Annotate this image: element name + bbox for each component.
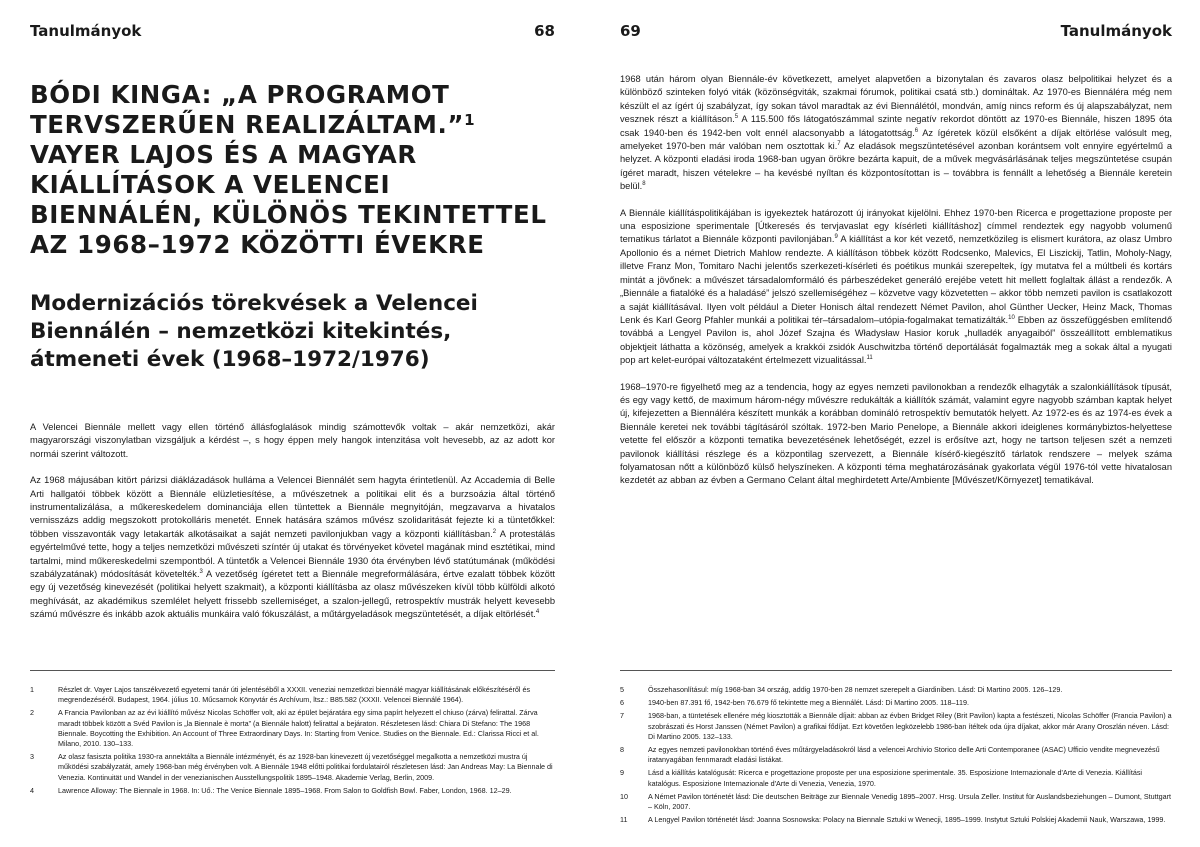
footnote-ref[interactable]: 7 [837, 140, 841, 147]
paragraph [620, 73, 1172, 194]
section-subtitle: Modernizációs törekvések a Velencei Biennálén – nemzetközi kitekintés, átmeneti évek (1968–1972/1976) [30, 291, 478, 372]
page-number: 69 [620, 22, 641, 40]
footnote-ref[interactable]: 3 [199, 568, 203, 575]
paragraph: 1968–1970-re figyelhető meg az a tendencia, hogy az egyes nemzeti pavilonokban a rendezők elhagyták a szalonkiállítások típusát, és egy vagy kettő, de maximum három-négy művészre redukálták a kiállítók számát, valamint egyre nagyobb számban kaptak helyet új, kifejezetten a Biennáléra készített munkák a korábban domináló retrospektív bemutatók helyett. Az 1972-es és az 1974-es évek a Biennále keretei nek további tágításáról szóltak. 1972-ben Mario Penelope, a Biennále akkori ideiglenes kormánybiztos-helyettese vetette fel először a központi tematika bevezetésének lehetőségét, ezzel is erősítve azt, hogy ne tartson teljesen szét a nemzeti pavilonok kiállítási részlege és a központilag szervezett, a Biennále kísérő-kiegészítő tárlatok rendszere – melyek száma folyamatosan nőtt a különböző külső helyszíneken. A központi téma meghatározásának gyakorlata végül 1976-tól vette hivatalosan kezdetét az abban az évben a Germano Celant által meghirdetett Arte/Ambiente [Művészet/Környezet] tematikával. [620, 381, 1172, 486]
footnote-ref[interactable]: 8 [642, 181, 646, 188]
footnote-text: 1940-ben 87.391 fő, 1942-ben 76.679 fő tekintette meg a Biennálét. Lásd: Di Martino 2005. 118–119. [648, 698, 970, 708]
footnote-number: 4 [30, 785, 34, 795]
text-run: A 115.500 fős látogatószámmal szinte negatív rekordot döntött az 1970-es Biennále, hiszen 1895 óta csak 1940-ben és 1942-ben volt ennél alacsonyabb a látogatottság. [620, 114, 1172, 138]
footnote-number: 2 [30, 708, 34, 718]
text-run: A Biennále kiállításpolitikájában is igyekeztek határozott új irányokat kijelölni. Ehhez 1970-ben Ricerca e progettazione proposte per una esposizione sperimentale [Útkeresés és tervjavaslat egy kísérleti kiállításhoz] címmel rendeztek egy nagyobb volumenű tematikus tárlatot a Biennále központi pavilonjában. [620, 207, 1172, 245]
footnote-ref[interactable]: 11 [866, 355, 873, 362]
footnote [620, 745, 1172, 765]
footnote-text: Összehasonlításul: míg 1968-ban 34 ország, addig 1970-ben 28 nemzet szerepelt a Giardiniben. Lásd: Di Martino 2005. 126–129. [648, 685, 1063, 694]
text-run: A kiállítást a kor két vezető, nemzetközileg is elismert kurátora, az olasz Umbro Apollonio és a német Dietrich Mahlow rendezte. A kiállításon többek között Rodcsenko, Malevics, El Liszickij, Tatlin, Moholy-Nagy, illetve Franz Mon, Tomitaro Nachi jelentős szerkezeti-kísérleti és poétikus munkái szerepeltek, így mutatva fel a múltbeli és kortárs mintát a jövőnek: a művészet társadalomformáló és párbeszédeket generáló erejébe vetett hit mellett foglaltak állást a rendezők. A „Biennále a fiatalóké és a haladásé” jelszó szellemiségéhez – közvetve vagy közvetetten – akkor több nemzeti pavilon is csatlakozott a saját kiállításával. Ilyen volt például a Dieter Honisch által rendezett Német Pavilon, ahol Günther Uecker, Heinz Mack, Thomas Lenk és Karl Georg Pfahler munkái a politikai tér–társadalom–utópia-fogalmakat tematizálták. [620, 234, 1172, 325]
text-run: A vezetőség ígéretet tett a Biennále megreformálására, értve ezalatt többek között egy új vezetőség kinevezését (politikai helyett szakmait), a központi kiállításba az olasz művészeken kívül több külföldi alkotó meghívását, az akadémikus szemlélet helyett frissebb szellemiséget, a szalon-jellegű, retrospektív mustrák helyett kevesebb számú művészre és inkább azok aktuális munkáira való fókuszálást, a műtárgyeladások megszüntetését, a díjak eltörlését. [30, 569, 555, 620]
footnote-number: 11 [620, 815, 628, 825]
footnote-ref[interactable]: 2 [492, 528, 497, 535]
footnote [620, 768, 1172, 788]
text-run: A protestálás egyértelművé tette, hogy a teljes nemzetközi művészeti színtér új utakat és törvényeket követel magának mind esztétikai, mind tartalmi, mind műkereskedelmi szempontból. A tüntetők a Velencei Biennále 1930 óta érvényben lévő statútumának (működési szabályzatának) módosítását követelték. [30, 528, 555, 580]
footnote-ref[interactable]: 1 [464, 111, 476, 129]
footnote [620, 815, 1172, 825]
footnote-number: 6 [620, 698, 624, 708]
body-text [620, 73, 1172, 501]
footnote [620, 685, 1172, 695]
left-page [30, 0, 555, 847]
footnote-text: Az olasz fasiszta politika 1930-ra annektálta a Biennále intézményét, és az 1928-ban kinevezett új vezetőséggel megalkotta a nemzetközi mustra új működési szabályzatát, amely 1968-ban még érvényben volt. A Biennále 1948 előtti politikai fordulatairól részletesen lásd: Jan Andreas May: La Biennale di Venezia. Kontinuität und Wandel in der venezianischen Ausstellungspolitik 1895–1948. Akademie Verlag, Berlin, 2009. [58, 752, 553, 782]
footnotes [30, 685, 555, 799]
text-run: Az 1968 májusában kitört párizsi diáklázadások hulláma a Velencei Biennálét sem hagyta érintetlenül. Az Accademia di Belle Arti hallgatói többek között a Biennále elüzletiesítése, a művészetnek a politikai elit és a burzsoázia által történő instrumentalizálása, a műkereskedelem dominanciája ellen tüntettek a Biennále megnyitóján, megzavarva a hivatalos vernisszázs addig megszokott protokolláris menetét. Ennek hatására számos művész szolidaritását fejezte ki a tüntetőkkel: többen visszavonták vagy letakarták alkotásaikat a saját nemzeti pavilonjukban vagy a központi kiállításban. [30, 475, 555, 539]
text-run: 1968 után három olyan Biennále-év következett, amelyet alapvetően a bizonytalan és zavaros olasz belpolitikai helyzet és a különböző szinteken folyó viták (közönségviták, szakmai fórumok, politikai csatá stb.) domináltak. Az 1970-es Biennáléra még nem készült el az ígért új szabályzat, így sokan távol maradtak az évi Biennálétól, mondván, amíg nincs reform és új alapszabályzat, nem vesznek részt a kiállításon. [620, 74, 1172, 125]
footnote [30, 685, 555, 705]
paragraph: A Velencei Biennále mellett vagy ellen történő állásfoglalások mindig számottevők voltak – akár nemzetközi, akár magyarországi viszonylatban vizsgáljuk a kérdést –, s hogy éppen mely hangok intenzitása volt hevesebb, az az adott kor normái szerint változott. [30, 422, 555, 459]
footnote-number: 1 [30, 685, 34, 694]
running-header [620, 22, 1172, 44]
footnote [620, 698, 1172, 708]
footnote-ref[interactable]: 10 [1008, 314, 1015, 321]
text-run: Ebben az összefüggésben említendő továbbá a Lengyel Pavilon is, ahol Józef Szajna és Władysław Hasior koruk „hulladék anyagaiból” összeállított emblematikus objektjeit láthatta a közönség, amelyek a krakkói zsidók Auschwitzba történő deportálását fogalmazták meg a sokak által a nyugati pop art kelet-európai változataként értelmezett vizualitással. [620, 314, 1173, 366]
footnote-text: 1968-ban, a tüntetések ellenére még kiosztották a Biennále díjait: abban az évben Bridget Riley (Brit Pavilon) kapta a festészeti, Nicolas Schöffer (Francia Pavilon) a szobrászati és Horst Janssen (Német Pavilon) a grafikai fődíjat. Ezt követően legközelebb 1986-ban ítéltek oda újra díjakat, akkor már Arany Oroszlán néven. Lásd: Di Martino 2005. 132–133. [648, 711, 1172, 741]
footnote-text: Az egyes nemzeti pavilonokban történő éves műtárgyeladásokról lásd a velencei Archivio Storico delle Arti Contemporanee (ASAC) Ufficio vendite megnevezésű iratanyagában fennmaradt eladási listákat. [648, 745, 1160, 765]
footnote-ref[interactable]: 9 [834, 234, 838, 241]
page-number: 68 [534, 22, 555, 40]
footnotes [620, 685, 1172, 828]
footnote-divider [30, 670, 555, 671]
footnote [620, 792, 1172, 812]
footnote-text: A Német Pavilon történetét lásd: Die deutschen Beiträge zur Biennale Venedig 1895–2007. Hrsg. Ursula Zeller. Institut für Auslandsbeziehungen – Dumont, Stuttgart – Köln, 2007. [648, 791, 1172, 812]
footnote-text: A Francia Pavilonban az az évi kiállító művész Nicolas Schöffer volt, aki az épület bejáratára egy sima papírt helyezett el chiuso (zárva) felirattal. Zárva maradt többek között a Svéd Pavilon is „la Biennale è morta” (a Biennále halott) felirattal a bejáraton. Részletesen lásd: Chiara Di Stefano: The 1968 Biennale. Boycotting the Exhibition. An Account of Three Extraordinary Days. In: Starting from Venice. Studies on the Biennale. Ed.: Clarissa Ricci et al. Milano, 2010. 130–133. [58, 708, 539, 749]
article-title-main: BÓDI KINGA: „A PROGRAMOT TERVSZERŰEN REALIZÁLTAM.” [30, 80, 465, 139]
section-name: Tanulmányok [30, 22, 142, 40]
paragraph [620, 207, 1172, 368]
footnote-ref[interactable]: 6 [914, 127, 919, 134]
footnote [30, 786, 555, 796]
right-page [620, 0, 1172, 847]
article-title-rest: VAYER LAJOS ÉS A MAGYAR KIÁLLÍTÁSOK A VELENCEI BIENNÁLÉN, KÜLÖNÖS TEKINTETTEL AZ 1968–1972 KÖZÖTTI ÉVEKRE [30, 140, 547, 259]
body-text [30, 421, 555, 635]
article-title [30, 80, 555, 260]
footnote-number: 10 [620, 791, 628, 801]
paragraph [30, 474, 555, 621]
footnote-number: 3 [30, 752, 34, 762]
footnote-number: 9 [620, 768, 624, 778]
footnote-number: 7 [620, 711, 624, 721]
footnote [30, 708, 555, 749]
running-header [30, 22, 555, 44]
footnote-text: A Lengyel Pavilon történetét lásd: Joanna Sosnowska: Polacy na Biennale Sztuki w Wenecji, 1895–1999. Instytut Sztuki Polskiej Akademii Nauk, Warszawa, 1999. [648, 815, 1166, 825]
footnote-text: Lawrence Alloway: The Biennale in 1968. In: Uő.: The Venice Biennale 1895–1968. From Salon to Goldfish Bowl. Faber, London, 1968. 12–29. [58, 785, 512, 795]
text-run: Az ígéretek közül elsőként a díjak eltörlése valósult meg, amelyeket 1970-ben már valóban nem osztottak ki. [620, 127, 1172, 152]
footnote-number: 5 [620, 685, 624, 694]
section-name: Tanulmányok [1060, 22, 1172, 40]
footnote-ref[interactable]: 4 [535, 609, 540, 616]
footnote-text: Részlet dr. Vayer Lajos tanszékvezető egyetemi tanár úti jelentéséből a XXXII. veneziai nemzetközi biennálé magyar kiállításának előkészítéséről és megrendezéséről. Budapest, 1964. július 10. Műcsarnok Könyvtár és Archívum, ltsz.: B85.582 (XXXII. Velencei Biennálé 1964). [58, 685, 531, 705]
footnote-text: Lásd a kiállítás katalógusát: Ricerca e progettazione proposte per una esposizione sperimentale. 35. Esposizione Internazionale d'Arte di Venezia. Kiállítási katalógus. Esposizione Internazionale d'Arte di Venezia, Venezia, 1970. [648, 768, 1143, 788]
footnote-ref[interactable]: 5 [734, 114, 739, 121]
footnote [30, 752, 555, 783]
footnote-divider [620, 670, 1172, 671]
footnote-number: 8 [620, 745, 624, 755]
text-run: Az eladások megszüntetésével azonban korántsem volt ennyire egyértelmű a helyzet. A központi eladási iroda 1968-ban ugyan örökre bezárta kapuit, de a művek megvásárlásának teljes megszüntetése csupán ígéret maradt, hiszen vételekre – ha kevésbé nyíltan és központosítottan is – továbbra is fennállt a lehetőség a Biennále keretein belül. [620, 141, 1172, 192]
footnote [620, 711, 1172, 742]
